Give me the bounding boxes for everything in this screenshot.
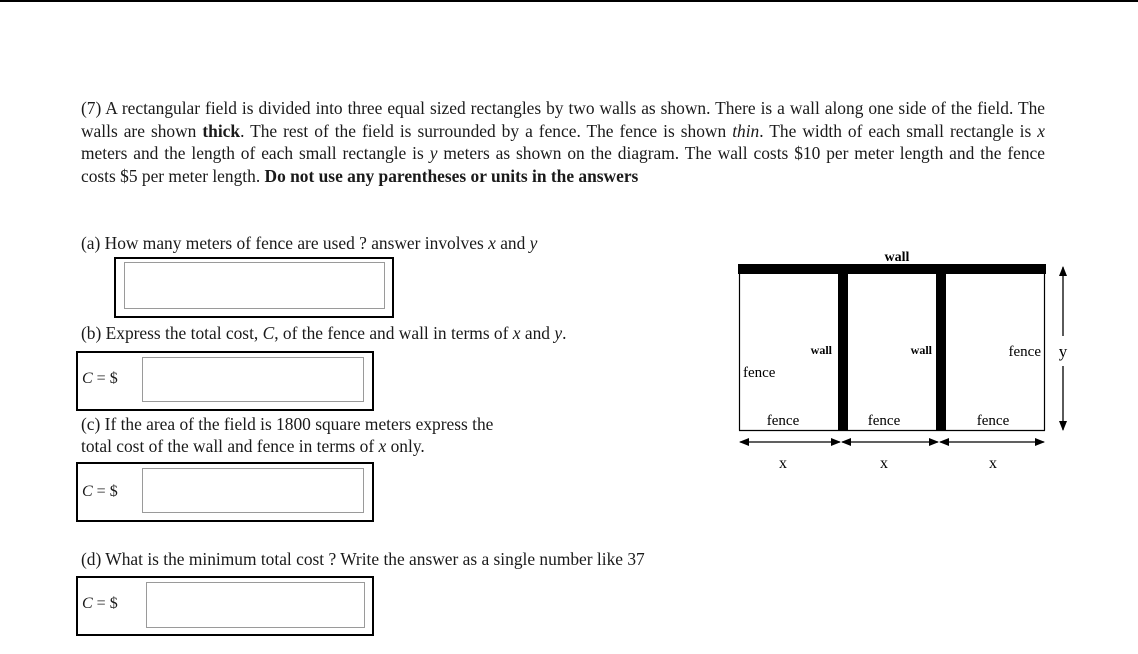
part-a-label: (a) How many meters of fence are used ? answer involves [81,233,484,253]
inner-wall-2 [936,268,946,431]
part-c-prefix-var: C [82,483,93,500]
part-b-var-y: y [554,323,563,343]
dimension-x-label-2: x [880,455,888,472]
dimension-y-label: y [1058,342,1068,361]
inner-wall-1-label: wall [810,343,832,357]
problem-thin-word: thin [732,120,760,141]
problem-thick-word: thick [202,120,241,141]
inner-wall-2-label: wall [910,343,932,357]
part-c-line2-end: only. [390,436,425,456]
top-wall-label: wall [884,250,910,265]
problem-text-1: A rectangular field is divided into three equal sized rectangles by two walls as shown. There is a wall along one side of the field. The walls are shown [81,98,1045,141]
left-fence-label: fence [743,365,776,381]
problem-text-4: meters and the length of each small rectangle is [81,143,424,163]
part-c-var-x: x [378,436,387,456]
part-c-prefix-eq: = $ [96,483,118,500]
dimension-x-label-3: x [989,455,997,472]
right-fence-label: fence [1008,344,1041,360]
part-d-prefix-eq: = $ [96,595,118,612]
part-b-var-c: C [262,323,275,343]
problem-var-x: x [1037,120,1046,141]
top-wall [738,264,1046,274]
part-d-label: (d) What is the minimum total cost ? Write the answer as a single number like 37 [81,549,645,569]
part-d-prefix-var: C [82,595,93,612]
bottom-fence-label-2: fence [867,413,901,429]
bottom-fence-label-1: fence [766,413,800,429]
part-b-var-x: x [512,323,521,343]
problem-text-3: . The width of each small rectangle is [759,120,1032,141]
part-b-label: (b) Express the total cost, [81,323,259,343]
inner-wall-1 [838,268,848,431]
problem-text-2: . The rest of the field is surrounded by a fence. The fence is shown [240,120,727,141]
bottom-fence-label-3: fence [976,413,1010,429]
part-b-end: . [562,323,567,343]
part-b-prefix-eq: = $ [96,370,118,387]
problem-var-y: y [429,143,438,163]
part-b-prefix-var: C [82,370,93,387]
part-a-var-x: x [488,233,496,253]
problem-text-5: meters as shown on the diagram. The wall costs $10 per meter length and the fence costs $5 per meter length. [81,143,1045,186]
problem-instruction: Do not use any parentheses or units in the answers [264,165,639,186]
problem-number: (7) [81,98,102,118]
part-a-and: and [500,233,526,253]
part-b-and: and [524,323,551,343]
part-c-line2-start: total cost of the wall and fence in terms of [81,436,375,456]
dimension-x-label-1: x [779,455,787,472]
part-b-mid: , of the fence and wall in terms of [274,323,509,343]
part-a-var-y: y [529,233,538,253]
part-c-line1: (c) If the area of the field is 1800 square meters express the [81,414,494,434]
